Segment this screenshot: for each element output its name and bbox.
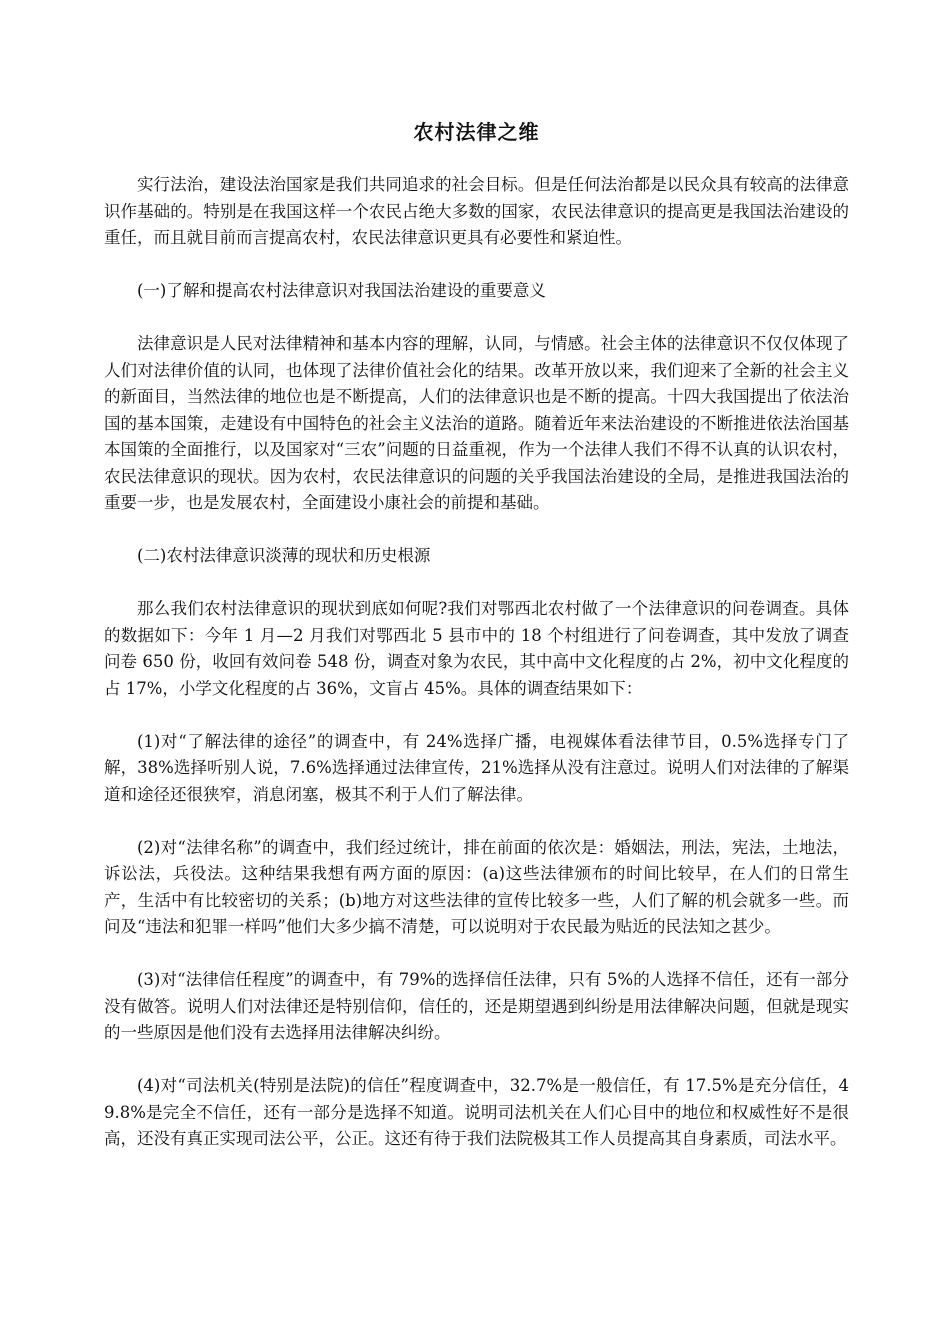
survey-item-2: (2)对“法律名称”的调查中，我们经过统计，排在前面的依次是：婚姻法，刑法，宪法，土地法，诉讼法，兵役法。这种结果我想有两方面的原因：(a)这些法律颁布的时间比较早，在人们的日常生产，生活中有比较密切的关系；(b)地方对这些法律的宣传比较多一些，人们了解的机会就多一些。而问及“违法和犯罪一样吗”他们大多少搞不清楚，可以说明对于农民最为贴近的民法知之甚少。 bbox=[104, 837, 849, 936]
section-heading-1: (一)了解和提高农村法律意识对我国法治建设的重要意义 bbox=[137, 281, 546, 300]
body-paragraph: 法律意识是人民对法律精神和基本内容的理解，认同，与情感。社会主体的法律意识不仅仅体现了人们对法律价值的认同，也体现了法律价值社会化的结果。改革开放以来，我们迎来了全新的社会主义的新面目，当然法律的地位也是不断提高，人们的法律意识也是不断的提高。十四大我国提出了依法治国的基本国策，走建设有中国特色的社会主义法治的道路。随着近年来法治建设的不断推进依法治国基本国策的全面推行，以及国家对“三农”问题的日益重视，作为一个法律人我们不得不认真的认识农村，农民法律意识的现状。因为农村，农民法律意识的问题的关乎我国法治建设的全局，是推进我国法治的重要一步，也是发展农村，全面建设小康社会的前提和基础。 bbox=[104, 334, 849, 512]
document-title: 农村法律之维 bbox=[413, 120, 540, 144]
body-paragraph: 那么我们农村法律意识的现状到底如何呢?我们对鄂西北农村做了一个法律意识的问卷调查。具体的数据如下：今年 1 月—2 月我们对鄂西北 5 县市中的 18 个村组进行了问卷调查，其中发放了调查问卷 650 份，收回有效问卷 548 份，调查对象为农民，其中高中文化程度的占 2%，初中文化程度的占 17%，小学文化程度的占 36%，文盲占 45%。具体的调查结果如下： bbox=[104, 599, 849, 698]
document-page bbox=[104, 118, 849, 1179]
section-heading-2: (二)农村法律意识淡薄的现状和历史根源 bbox=[137, 546, 431, 565]
survey-item-1: (1)对“了解法律的途径”的调查中，有 24%选择广播，电视媒体看法律节目，0.5%选择专门了解，38%选择听别人说，7.6%选择通过法律宣传，21%选择从没有注意过。说明人们对法律的了解渠道和途径还很狭窄，消息闭塞，极其不利于人们了解法律。 bbox=[104, 731, 849, 804]
survey-item-3: (3)对“法律信任程度”的调查中，有 79%的选择信任法律，只有 5%的人选择不信任，还有一部分没有做答。说明人们对法律还是特别信仰，信任的，还是期望遇到纠纷是用法律解决问题，但就是现实的一些原因是他们没有去选择用法律解决纠纷。 bbox=[104, 970, 849, 1042]
intro-paragraph: 实行法治，建设法治国家是我们共同追求的社会目标。但是任何法治都是以民众具有较高的法律意识作基础的。特别是在我国这样一个农民占绝大多数的国家，农民法律意识的提高更是我国法治建设的重任，而且就目前而言提高农村，农民法律意识更具有必要性和紧迫性。 bbox=[104, 175, 849, 247]
survey-item-4: (4)对“司法机关(特别是法院)的信任”程度调查中，32.7%是一般信任，有 17.5%是充分信任，49.8%是完全不信任，还有一部分是选择不知道。说明司法机关在人们心目中的地位和权威性好不是很高，还没有真正实现司法公平，公正。这还有待于我们法院极其工作人员提高其自身素质，司法水平。 bbox=[104, 1076, 849, 1148]
